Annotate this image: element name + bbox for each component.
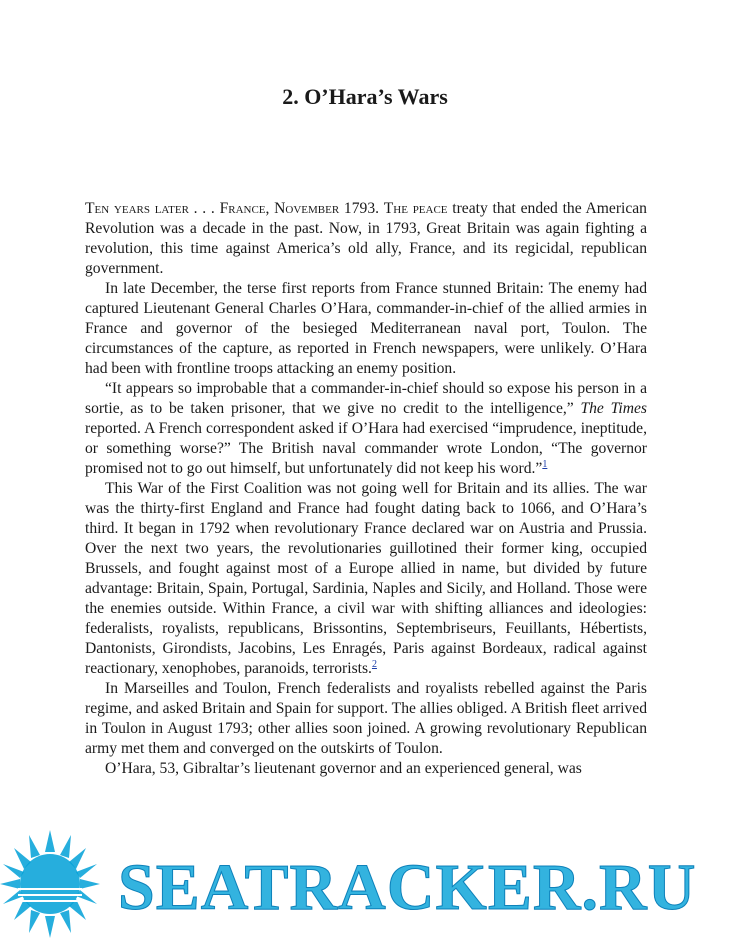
footnote-link-1[interactable]: 1 bbox=[542, 458, 548, 470]
opening-small-caps: Ten years later . . . France, November bbox=[85, 200, 340, 217]
watermark bbox=[0, 828, 730, 941]
chapter-body bbox=[85, 199, 647, 779]
paragraph-2: In late December, the terse first reports from France stunned Britain: The enemy had captured Lieutenant General Charles O’Hara, commander-in-chief of the allied armies in France and governor of the besieged Mediterranean naval port, Toulon. The circumstances of the capture, as reported in French newspapers, were unlikely. O’Hara had been with frontline troops attacking an enemy position. bbox=[85, 280, 647, 377]
paragraph-3-text-b: reported. A French correspondent asked if O’Hara had exercised “imprudence, ineptitude, or something worse?” The British naval commander wrote London, “The governor promised not to go out himself, but unfortunately did not keep his word.” bbox=[85, 420, 647, 477]
watermark-text: SEATRACKER.RU bbox=[118, 851, 697, 924]
sun-logo-icon bbox=[0, 828, 120, 941]
paragraph-1-text: treaty that ended the American Revolution was a decade in the past. Now, in 1793, Great Britain was again fighting a revolution, this time against America’s old ally, France, and its regicidal, republican government. bbox=[85, 200, 647, 277]
footnote-link-2[interactable]: 2 bbox=[371, 658, 377, 670]
paragraph-6: O’Hara, 53, Gibraltar’s lieutenant governor and an experienced general, was bbox=[105, 760, 582, 777]
paragraph-3 bbox=[85, 379, 647, 479]
paragraph-4 bbox=[85, 479, 647, 679]
paragraph-3-text-a: “It appears so improbable that a commander-in-chief should so expose his person in a sortie, as to be taken prisoner, that we give no credit to the intelligence,” bbox=[85, 380, 647, 417]
opening-small-caps-2: The peace bbox=[383, 200, 448, 217]
paragraph-1 bbox=[85, 199, 647, 279]
paragraph-4-text: This War of the First Coalition was not going well for Britain and its allies. The war was the thirty-first England and France had fought dating back to 1066, and O’Hara’s third. It began in 1792 when revolutionary France declared war on Austria and Prussia. Over the next two years, the revolutionaries guillotined their former king, occupied Brussels, and fought against most of a Europe allied in name, but divided by future advantage: Britain, Spain, Portugal, Sardinia, Naples and Sicily, and Holland. Those were the enemies outside. Within France, a civil war with shifting alliances and ideologies: federalists, royalists, republicans, Brissontins, Septembriseurs, Feuillants, Hébertists, Dantonists, Girondists, Jacobins, Les Enragés, Paris against Bordeaux, radical against reactionary, xenophobes, paranoids, terrorists. bbox=[85, 480, 647, 677]
paragraph-5: In Marseilles and Toulon, French federalists and royalists rebelled against the Paris regime, and asked Britain and Spain for support. The allies obliged. A British fleet arrived in Toulon in August 1793; other allies soon joined. A growing revolutionary Republican army met them and converged on the outskirts of Toulon. bbox=[85, 680, 647, 757]
opening-year: 1793. bbox=[339, 200, 384, 217]
newspaper-title: The Times bbox=[580, 400, 648, 417]
chapter-title: 2. O’Hara’s Wars bbox=[282, 84, 448, 109]
